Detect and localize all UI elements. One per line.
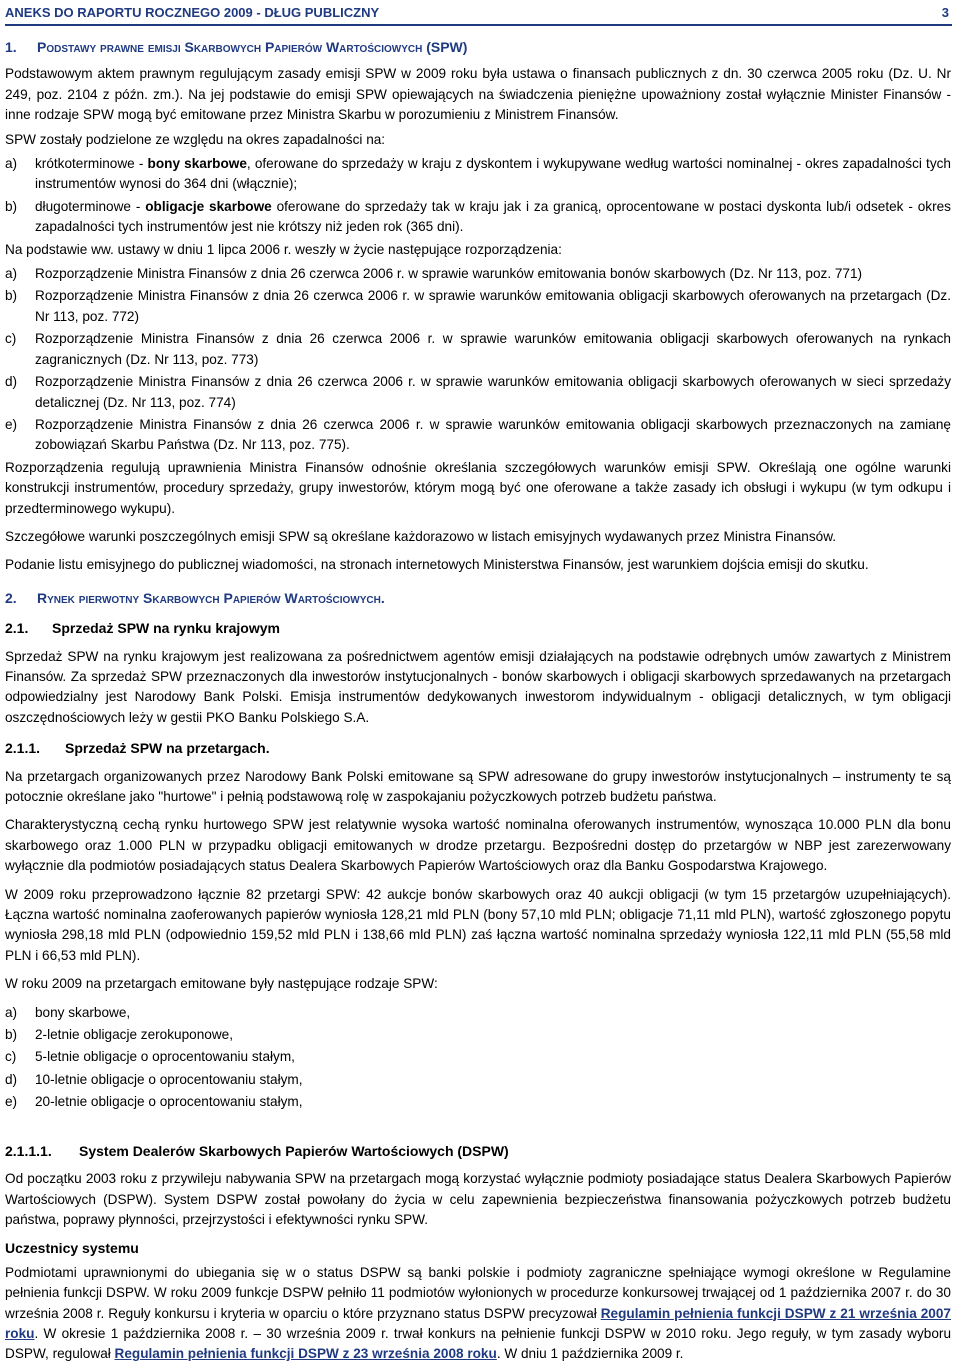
list-marker: e) [5,1094,18,1110]
section-number: 2. [5,589,17,606]
list-item [5,1092,951,1112]
section-title: Sprzedaż SPW na rynku krajowym [52,620,280,637]
paragraph [5,1263,951,1365]
list-text-bold: obligacje skarbowe [145,198,272,214]
section-number: 2.1.1.1. [5,1142,52,1159]
list-text-pre: długoterminowe - [35,198,146,214]
page-header [5,0,952,26]
section-title: Podstawy prawne emisji Skarbowych Papierów Wartościowych (SPW) [37,39,468,55]
paragraph: Na przetargach organizowanych przez Narodowy Bank Polski emitowane są SPW adresowane do grupy inwestorów instytucjonalnych – instrumenty te są potocznie określane jako "hurtowe" i pełnią podstawową rolę w zaspokajaniu pożyczkowych potrzeb budżetu państwa. [5,768,951,804]
list-text [35,154,951,195]
section-number: 2.1.1. [5,740,41,757]
list-text: 20-letnie obligacje o oprocentowaniu stałym, [35,1094,303,1110]
list-text-pre: krótkoterminowe - [35,156,148,172]
list-item [5,286,951,327]
list-marker: a) [5,1004,18,1020]
list-marker: c) [5,1049,17,1065]
list-text: Rozporządzenie Ministra Finansów z dnia 26 czerwca 2006 r. w sprawie warunków emitowania obligacji skarbowych przeznaczonych na zamianę zobowiązań Skarbu Państwa (Dz. Nr 113, poz. 775). [35,416,951,453]
list-text-post: , oferowane do sprzedaży w kraju z dyskontem i wykupywane według wartości nominalnej - okres zapadalności tych instrumentów wynosi do 364 dni (włącznie); [35,156,951,192]
paragraph: Sprzedaż SPW na rynku krajowym jest realizowana za pośrednictwem agentów emisji działających na podstawie odrębnych umów zawartych z Ministrem Finansów. Za sprzedaż SPW przeznaczonych dla inwestorów instytucjonalnych - bonów skarbowych i obligacji skarbowych sprzedawanych na przetargach odpowiedzialny jest Narodowy Bank Polski. Emisja instrumentów dedykowanych inwestorom indywidualnym - obligacji detalicznych, w tym obligacji oszczędnościowych leży w gestii PKO Banku Polskiego S.A. [5,648,951,725]
section-title: Rynek pierwotny Skarbowych Papierów Wartościowych. [37,589,385,606]
list-item [5,415,951,456]
page-number: 3 [941,5,949,20]
list-text: 2-letnie obligacje zerokuponowe, [35,1027,233,1043]
paragraph: W roku 2009 na przetargach emitowane były następujące rodzaje SPW: [5,976,438,992]
list-marker: a) [5,266,18,282]
list-item [5,264,951,284]
list-text-bold: bony skarbowe [147,156,247,172]
header-title: ANEKS DO RAPORTU ROCZNEGO 2009 - DŁUG PUBLICZNY [5,5,380,20]
regulation-2008-link[interactable]: Regulamin pełnienia funkcji DSPW z 23 września 2008 roku [114,1346,497,1362]
list-text: bony skarbowe, [35,1004,131,1020]
list-item [5,1070,951,1090]
list-item [5,154,951,195]
list-marker: d) [5,1071,18,1087]
section-title: Sprzedaż SPW na przetargach. [65,740,270,757]
list-marker: b) [5,198,18,214]
list-text: 10-letnie obligacje o oprocentowaniu stałym, [35,1071,303,1087]
list-marker: b) [5,288,18,304]
document-body [5,37,951,1369]
paragraph: W 2009 roku przeprowadzono łącznie 82 przetargi SPW: 42 aukcje bonów skarbowych oraz 40 aukcji obligacji (w tym 15 przetargów uzupełniających). Łączna wartość nominalna zaoferowanych papierów wyniosła 128,21 mld PLN (bony 57,10 mld PLN; obligacje 71,11 mld PLN), wartość zgłoszonego popytu wyniosła 298,18 mld PLN (odpowiednio 159,52 mld PLN i 138,66 mld PLN) zaś łączna wartość nominalna sprzedaży wyniosła 122,11 mld PLN (55,58 mld PLN i 66,53 mld PLN). [5,886,951,963]
section-number: 1. [5,39,17,55]
list-marker: b) [5,1027,18,1043]
list-text-post: oferowane do sprzedaży tak w kraju jak i za granicą, oprocentowane w postaci dyskonta lub/i odsetek - okres zapadalności tych instrumentów jest nie krótszy niż jeden rok (365 dni). [35,198,951,235]
list-marker: c) [5,331,17,347]
paragraph: Szczegółowe warunki poszczególnych emisji SPW są określane każdorazowo w listach emisyjnych wydawanych przez Ministra Finansów. [5,528,837,544]
list-item [5,329,951,370]
paragraph: Charakterystyczną cechą rynku hurtowego SPW jest relatywnie wysoka wartość nominalna oferowanych instrumentów, wynosząca 10.000 PLN dla bonu skarbowego oraz 1.000 PLN w przypadku obligacji emitowanych w drodze przetargu. Bezpośredni dostęp do przetargów w NBP jest zarezerwowany wyłącznie dla podmiotów posiadających status Dealera Skarbowych Papierów Wartościowych oraz dla Banku Gospodarstwa Krajowego. [5,817,951,874]
list-marker: d) [5,374,18,390]
list-item [5,197,951,238]
paragraph: Na podstawie ww. ustawy w dniu 1 lipca 2006 r. weszły w życie następujące rozporządzenia: [5,241,562,257]
subheading-participants: Uczestnicy systemu [5,1240,139,1257]
list-text: Rozporządzenie Ministra Finansów z dnia 26 czerwca 2006 r. w sprawie warunków emitowania obligacji skarbowych oferowanych w sieci sprzedaży detalicznej (Dz. Nr 113, poz. 774) [35,374,951,410]
paragraph: Podstawowym aktem prawnym regulującym zasady emisji SPW w 2009 roku była ustawa o finansach publicznych z dn. 30 czerwca 2005 roku (Dz. U. Nr 249, poz. 2104 z późn. zm.). Na jej podstawie do emisji SPW opiewających na świadczenia pieniężne upoważniony został wyłącznie Minister Finansów - inne rodzaje SPW mogą być emitowane przez Ministra Skarbu w porozumieniu z Ministrem Finansów. [5,66,951,123]
paragraph: Rozporządzenia regulują uprawnienia Ministra Finansów odnośnie określania szczegółowych warunków emisji SPW. Określają one ogólne warunki konstrukcji instrumentów, procedury sprzedaży, grupy inwestorów, którym mogą być one oferowane a także zasady ich obsługi i wykupu (w tym odkupu i przedterminowego wykupu). [5,459,951,516]
section-2-1-1-1-heading [5,1141,951,1161]
section-2-heading [5,588,951,608]
section-2-1-1-heading [5,738,951,758]
text-run: Podmiotami uprawnionymi do ubiegania się w o status DSPW są banki polskie i podmioty zagraniczne spełniające wymogi określone w Regulamine pełnienia funkcji DSPW. W roku 2009 funkcje DSPW pełniło 11 podmiotów wyłonionych w procedurze konkursowej trwającej od 1 października 2007 r. do 30 września 2008 r. Reguły konkursu i kryteria w oparciu o które przyznano status DSPW precyzował [5,1264,951,1321]
section-title: System Dealerów Skarbowych Papierów Wartościowych (DSPW) [79,1142,509,1159]
regulation-2007-link[interactable]: Regulamin pełnienia funkcji DSPW z 21 września 2007 roku [5,1305,951,1341]
list-text: 5-letnie obligacje o oprocentowaniu stałym, [35,1049,295,1065]
text-run: . W okresie 1 października 2008 r. – 30 września 2009 r. trwał konkurs na pełnienie funkcji DSPW w 2010 roku. Jego reguły, w tym zasady wyboru DSPW, regulował [5,1325,951,1362]
text-run: . W dniu 1 października 2009 r. [496,1346,684,1362]
list-text: Rozporządzenie Ministra Finansów z dnia 26 czerwca 2006 r. w sprawie warunków emitowania bonów skarbowych (Dz. Nr 113, poz. 771) [35,266,863,282]
list-text [35,197,951,238]
list-item [5,372,951,413]
list-item [5,1025,951,1045]
section-1-heading [5,37,951,57]
section-number: 2.1. [5,620,29,637]
list-text: Rozporządzenie Ministra Finansów z dnia 26 czerwca 2006 r. w sprawie warunków emitowania obligacji skarbowych oferowanych na rynkach zagranicznych (Dz. Nr 113, poz. 773) [35,331,951,367]
paragraph: Od początku 2003 roku z przywileju nabywania SPW na przetargach mogą korzystać wyłącznie podmioty posiadające status Dealera Skarbowych Papierów Wartościowych (DSPW). System DSPW został powołany do życia w celu zapewnienia bezpieczeństwa finansowania pożyczkowych potrzeb budżetu państwa, poprawy płynności, przejrzystości i efektywności rynku SPW. [5,1171,951,1227]
spacer [5,1115,951,1141]
paragraph: Podanie listu emisyjnego do publicznej wiadomości, na stronach internetowych Ministerstwa Finansów, jest warunkiem dojścia emisji do skutku. [5,557,869,573]
section-2-1-heading [5,618,951,638]
list-marker: e) [5,416,18,432]
list-item [5,1047,951,1067]
list-item [5,1003,951,1023]
list-marker: a) [5,156,18,172]
list-text: Rozporządzenie Ministra Finansów z dnia 26 czerwca 2006 r. w sprawie warunków emitowania obligacji skarbowych oferowanych na przetargach (Dz. Nr 113, poz. 772) [35,288,951,324]
paragraph: SPW zostały podzielone ze względu na okres zapadalności na: [5,131,386,147]
